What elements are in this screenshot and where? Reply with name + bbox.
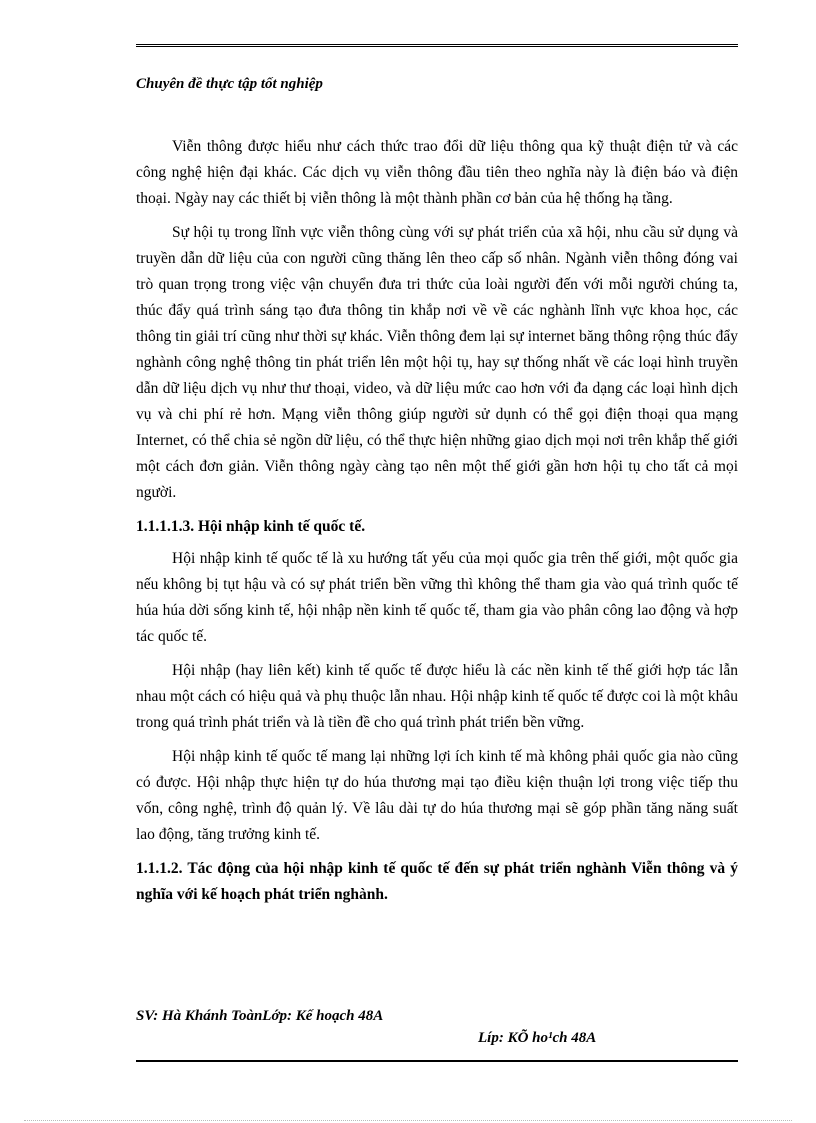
paragraph-4: Hội nhập (hay liên kết) kinh tế quốc tế được hiểu là các nền kinh tế thế giới hợp tác lẫn nhau một cách có hiệu quả và phụ thuộc lẫn nhau. Hội nhập kinh tế quốc tế được coi là một khâu trong quá trình phát triển và là tiền đề cho quá trình phát triển bền vững. [136,662,738,731]
paragraph-1: Viễn thông được hiểu như cách thức trao đổi dữ liệu thông qua kỹ thuật điện tử và các công nghệ hiện đại khác. Các dịch vụ viễn thông đầu tiên theo nghĩa này là điện báo và điện thoại. Ngày nay các thiết bị viễn thông là một thành phần cơ bản của hệ thống hạ tầng. [136,138,738,207]
header-rule [136,44,738,47]
section-heading-2: 1.1.1.2. Tác động của hội nhập kinh tế quốc tế đến sự phát triển nghành Viễn thông và ý nghĩa với kế hoạch phát triển nghành. [136,860,738,903]
page-header: Chuyên đề thực tập tốt nghiệp [136,76,323,92]
page-boundary [24,1120,792,1121]
footer-class: Líp: KÕ ho¹ch 48A [478,1030,597,1046]
document-body [136,134,738,914]
paragraph-2: Sự hội tụ trong lĩnh vực viễn thông cùng với sự phát triển của xã hội, nhu cầu sử dụng và truyền dẫn dữ liệu của con người cũng thăng lên theo cấp số nhân. Ngành viễn thông đóng vai trò quan trọng trong việc vận chuyển đưa tri thức của loài người đến với mỗi người chúng ta, thúc đẩy quá trình sáng tạo đưa thông tin khắp nơi về về các nghành lĩnh vực khoa học, các thông tin giải trí cũng như thời sự khác. Viễn thông đem lại sự internet băng thông rộng thúc đẩy nghành công nghệ thông tin phát triển lên một hội tụ, hay sự thống nhất về các loại hình truyền dẫn dữ liệu dịch vụ như thư thoại, video, và dữ liệu mức cao hơn với đa dạng các loại hình dịch vụ và chi phí rẻ hơn. Mạng viễn thông giúp người sử dụnh có thể gọi điện thoại qua mạng Internet, có thể chia sẻ ngồn dữ liệu, có thể thực hiện những giao dịch mọi nơi trên khắp thế giới một cách đơn giản. Viễn thông ngày càng tạo nên một thế giới gần hơn hội tụ cho tất cả mọi người. [136,224,738,501]
footer-student: SV: Hà Khánh ToànLớp: Kế hoạch 48A [136,1008,384,1024]
paragraph-5: Hội nhập kinh tế quốc tế mang lại những lợi ích kinh tế mà không phải quốc gia nào cũng có được. Hội nhập thực hiện tự do húa thương mại tạo điều kiện thuận lợi trong việc tiếp thu vốn, công nghệ, trình độ quản lý. Về lâu dài tự do húa thương mại sẽ góp phần tăng năng suất lao động, tăng trưởng kinh tế. [136,748,738,843]
paragraph-3: Hội nhập kinh tế quốc tế là xu hướng tất yếu của mọi quốc gia trên thế giới, một quốc gia nếu không bị tụt hậu và có sự phát triển bền vững thì không thể tham gia vào quá trình quốc tế húa húa dời sống kinh tế, hội nhập nền kinh tế quốc tế, tham gia vào phân công lao động và hợp tác quốc tế. [136,550,738,645]
section-heading-1: 1.1.1.1.3. Hội nhập kinh tế quốc tế. [136,518,366,535]
footer-rule [136,1060,738,1062]
